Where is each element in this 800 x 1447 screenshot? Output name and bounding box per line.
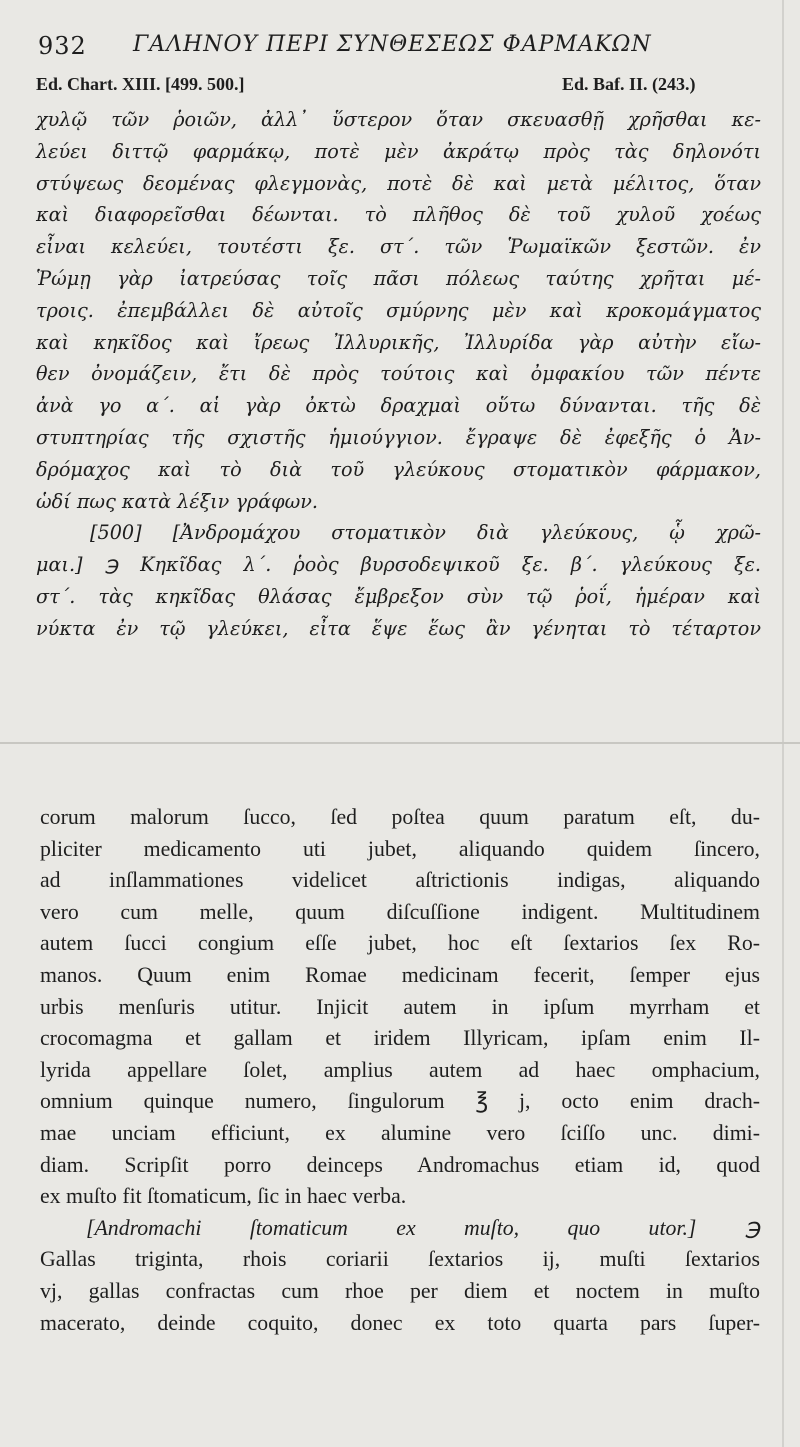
latin-line: ex muſto fit ſtomaticum, ſic in haec verba. (40, 1184, 407, 1209)
greek-line: μαι.] ℈ Κηκῖδας λ΄. ῥοὸς βυρσοδεψικοῦ ξε. β΄. γλεύκους ξε. (36, 553, 761, 577)
latin-line: diam. Scripſit porro deinceps Andromachus etiam id, quod (40, 1152, 760, 1177)
greek-line: ὡδί πως κατὰ λέξιν γράφων. (36, 489, 318, 513)
latin-recipe-heading: [Andromachi ſtomaticum ex muſto, quo utor.] ℈ (86, 1215, 760, 1240)
greek-line: στ΄. τὰς κηκῖδας θλάσας ἔμβρεξον σὺν τῷ ῥοΐ, ἡμέραν καὶ (36, 584, 761, 608)
latin-line: lyrida appellare ſolet, amplius autem ad haec omphacium, (40, 1057, 760, 1082)
greek-line: λεύει διττῷ φαρμάκῳ, ποτὲ μὲν ἀκράτῳ πρὸς τὰς δηλονότι (36, 139, 761, 163)
running-head (38, 30, 778, 66)
greek-line: Ῥώμῃ γὰρ ἰατρεύσας τοῖς πᾶσι πόλεως ταύτης χρῆται μέ- (36, 266, 761, 290)
latin-line: urbis menſuris utitur. Injicit autem in ipſum myrrham et (40, 994, 760, 1019)
greek-line: τροις. ἐπεμβάλλει δὲ αὐτοῖς σμύρνης μὲν καὶ κροκομάγματος (36, 298, 761, 322)
greek-line: θεν ὀνομάζειν, ἔτι δὲ πρὸς τούτοις καὶ ὀμφακίου τῶν πέντε (36, 362, 761, 386)
latin-line: ad inſlammationes videlicet aſtrictionis indigas, aliquando (40, 868, 760, 893)
greek-recipe-heading: [500] [Ἀνδρομάχου στοματικὸν διὰ γλεύκους, ᾧ χρῶ- (90, 521, 761, 545)
page-number: 932 (38, 32, 87, 60)
greek-line: στύψεως δεομένας φλεγμονὰς, ποτὲ δὲ καὶ μετὰ μέλιτος, ὅταν (36, 171, 761, 195)
greek-line: χυλῷ τῶν ῥοιῶν, ἀλλ᾽ ὕστερον ὅταν σκευασθῇ χρῆσθαι κε- (36, 108, 761, 131)
latin-line: macerato, deinde coquito, donec ex toto quarta pars ſuper- (40, 1310, 760, 1335)
latin-text-block (40, 802, 760, 1339)
latin-line: manos. Quum enim Romae medicinam fecerit, ſemper ejus (40, 962, 760, 987)
greek-line: εἶναι κελεύει, τουτέστι ξε. στ΄. τῶν Ῥωμαϊκῶν ξεστῶν. ἐν (36, 235, 761, 259)
latin-line: omnium quinque numero, ſingulorum ℥ j, octo enim drach- (40, 1089, 760, 1114)
greek-line: ἀνὰ γο α΄. αἱ γὰρ ὀκτὼ δραχμαὶ οὕτω δύνανται. τῆς δὲ (36, 394, 761, 418)
latin-line: mae unciam efficiunt, ex alumine vero ſciſſo unc. dimi- (40, 1120, 760, 1145)
greek-line: καὶ διαφορεῖσθαι δέωνται. τὸ πλῆθος δὲ τοῦ χυλοῦ χοέως (36, 203, 761, 227)
latin-line: corum malorum ſucco, ſed poſtea quum paratum eſt, du- (40, 805, 760, 829)
latin-line: vero cum melle, quum diſcuſſione indigent. Multitudinem (40, 899, 760, 924)
greek-line: νύκτα ἐν τῷ γλεύκει, εἶτα ἕψε ἕως ἂν γένηται τὸ τέταρτον (36, 616, 761, 640)
latin-line: pliciter medicamento uti jubet, aliquando quidem ſincero, (40, 836, 760, 861)
edition-reference-chartier: Ed. Chart. XIII. [499. 500.] (36, 74, 245, 94)
page-edge-shadow (782, 0, 784, 1447)
running-title: ΓΑΛΗΝΟΥ ΠΕΡΙ ΣΥΝΘΕΣΕΩΣ ΦΑΡΜΑΚΩΝ (133, 32, 652, 57)
greek-line: δρόμαχος καὶ τὸ διὰ τοῦ γλεύκους στοματικὸν φάρμακον, (36, 457, 761, 481)
latin-line: autem ſucci congium eſſe jubet, hoc eſt ſextarios ſex Ro- (40, 931, 760, 956)
latin-line: Gallas triginta, rhois coriarii ſextarios ij, muſti ſextarios (40, 1247, 760, 1272)
greek-line: στυπτηρίας τῆς σχιστῆς ἡμιούγγιον. ἔγραψε δὲ ἐφεξῆς ὁ Ἀν- (36, 425, 761, 449)
greek-text-block (36, 104, 761, 645)
edition-reference-basel: Ed. Baf. II. (243.) (562, 74, 696, 94)
latin-line: vj, gallas confractas cum rhoe per diem et noctem in muſto (40, 1278, 760, 1303)
greek-line: καὶ κηκῖδος καὶ ἴρεως Ἰλλυρικῆς, Ἰλλυρίδα γὰρ αὐτὴν εἴω- (36, 330, 761, 354)
section-divider (0, 742, 800, 744)
latin-line: crocomagma et gallam et iridem Illyricam, ipſam enim Il- (40, 1026, 760, 1051)
